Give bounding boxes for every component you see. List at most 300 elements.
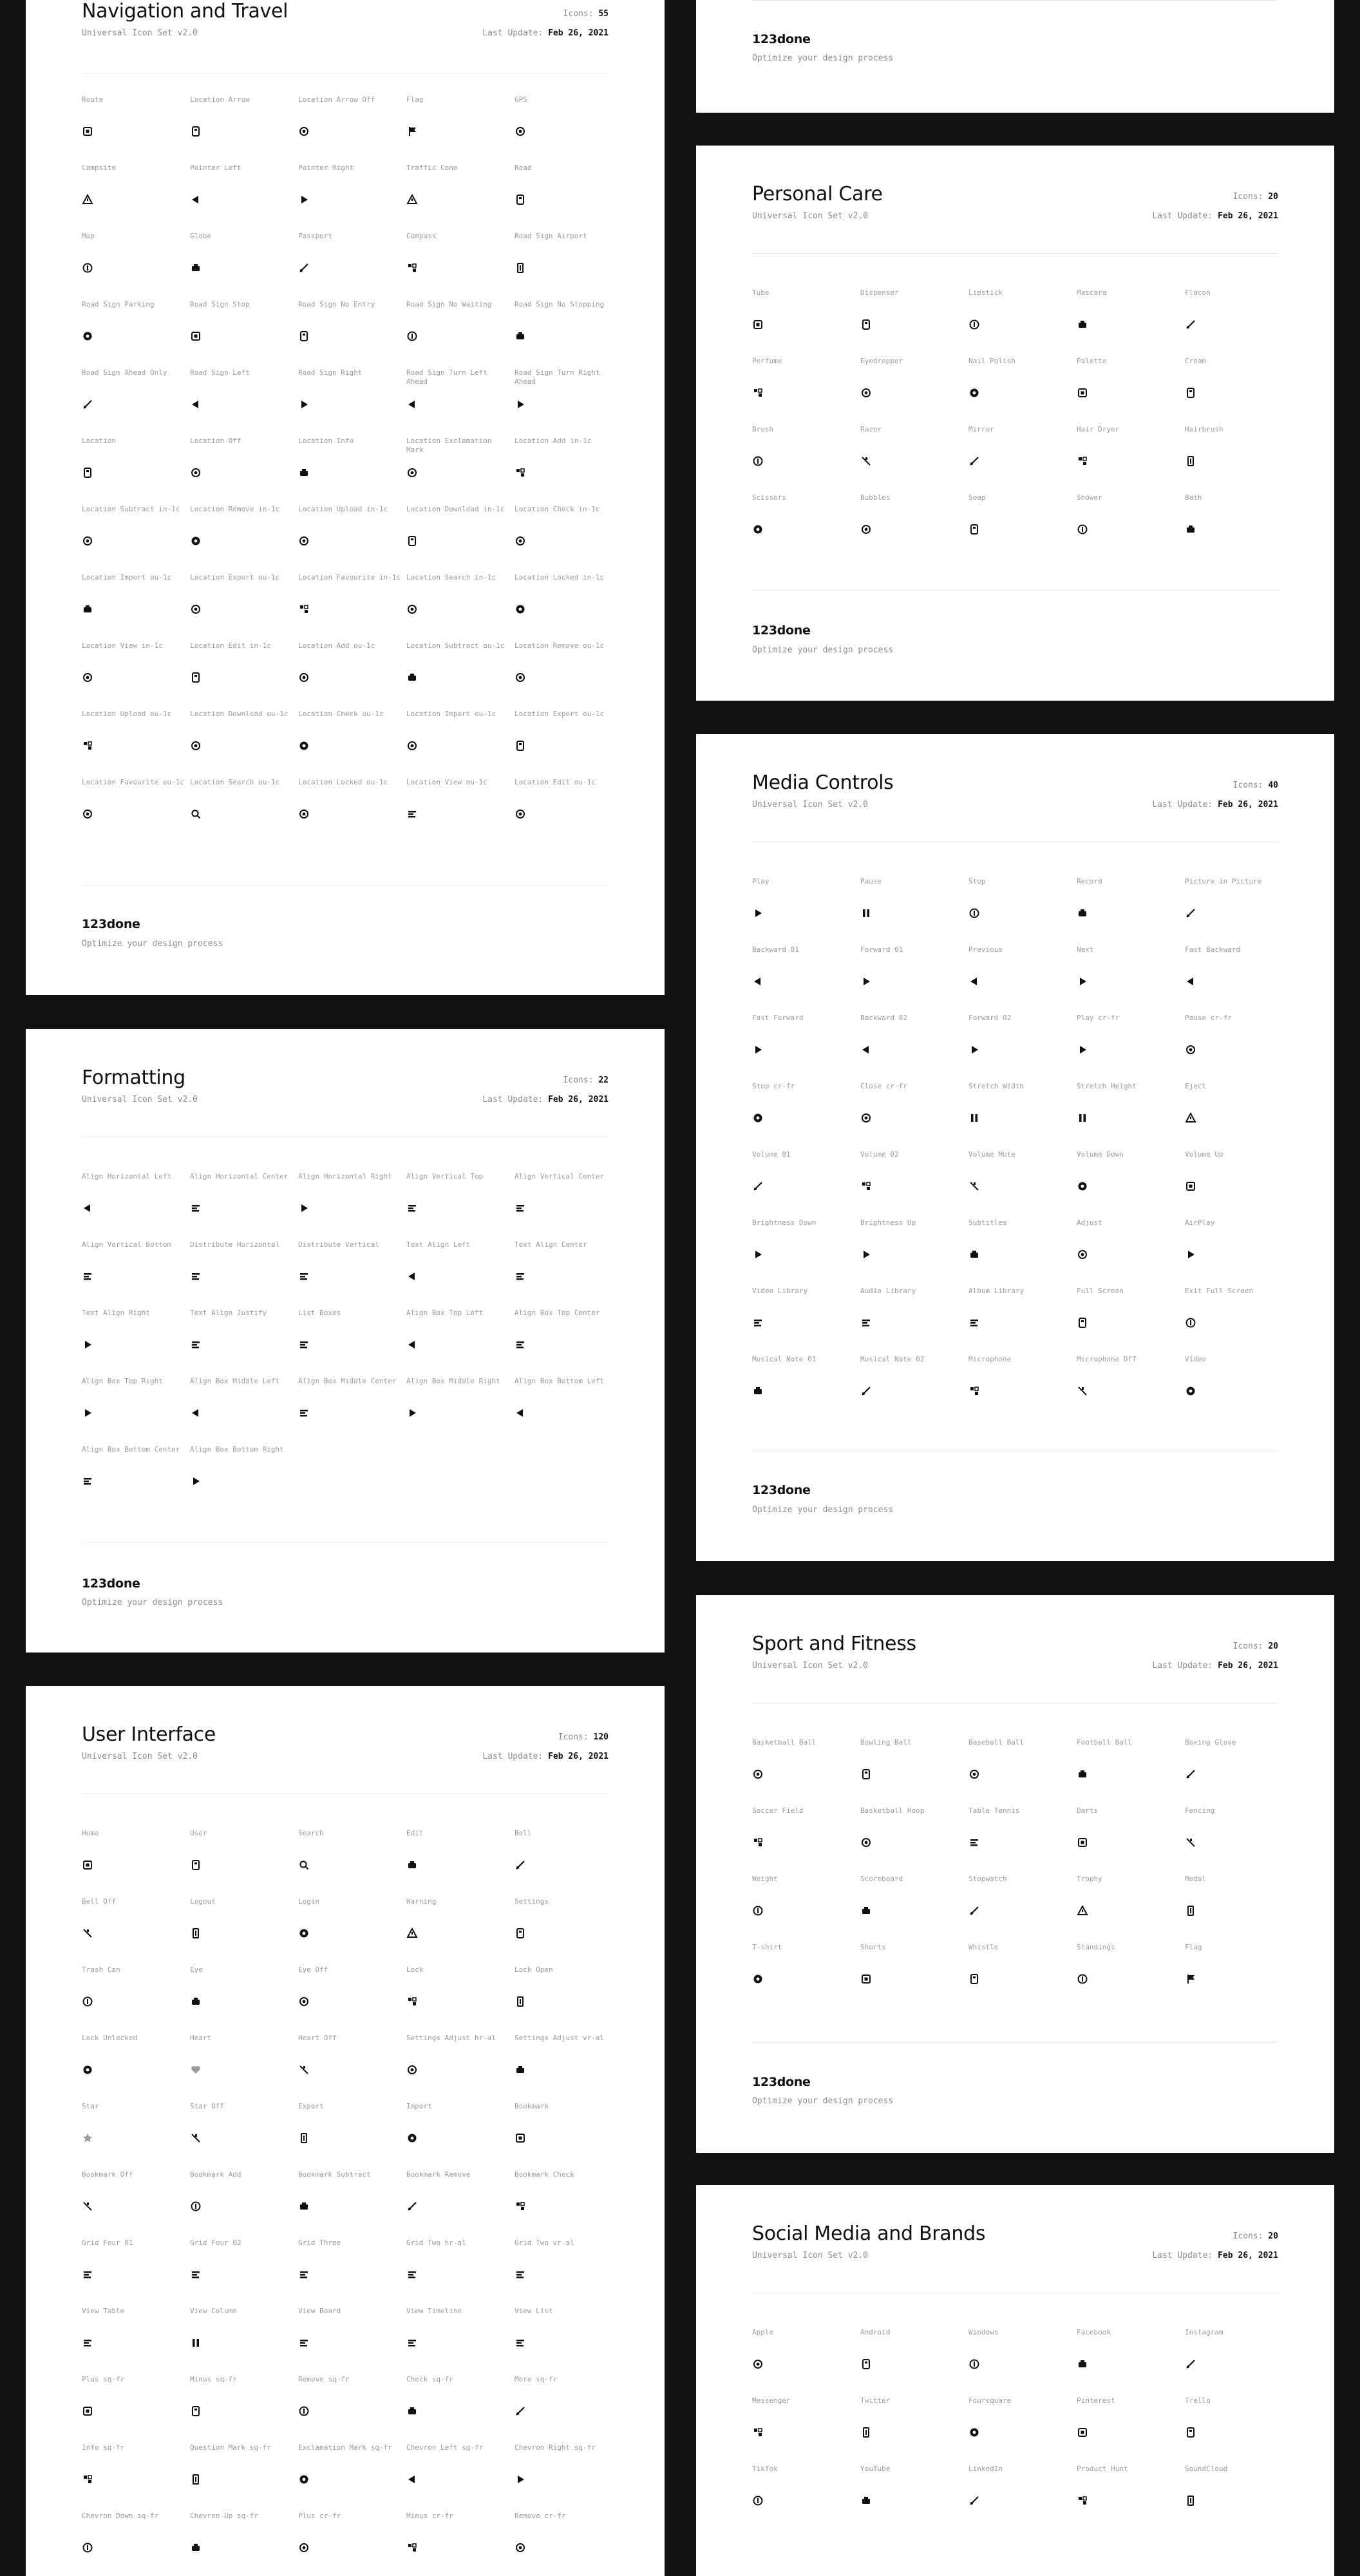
icon-tile[interactable] <box>1185 2328 1293 2395</box>
icon-tile[interactable] <box>515 2307 623 2374</box>
icon-tile[interactable] <box>406 1377 515 1444</box>
icon-tile[interactable] <box>298 710 406 777</box>
icon-tile[interactable] <box>968 1875 1077 1942</box>
bowling-ball-icon <box>860 1768 872 1780</box>
icon-tile[interactable] <box>752 1218 860 1285</box>
icon-tile[interactable] <box>190 164 298 231</box>
icon-tile[interactable] <box>860 425 968 492</box>
icon-tile[interactable] <box>515 1172 623 1239</box>
icon-tile[interactable] <box>1185 877 1293 944</box>
icon-label: Full Screen <box>1077 1287 1124 1295</box>
icon-tile[interactable] <box>1077 289 1185 355</box>
icon-tile[interactable] <box>752 1150 860 1217</box>
icon-label: Chevron Down sq-fr <box>82 2512 159 2520</box>
icon-count <box>1233 2231 1278 2241</box>
icon-tile[interactable] <box>190 1309 298 1376</box>
icon-tile[interactable] <box>752 1355 860 1422</box>
icon-count-value: 20 <box>1268 1642 1278 1651</box>
icon-tile[interactable] <box>406 2307 515 2374</box>
icon-tile[interactable] <box>752 2465 860 2532</box>
icon-tile[interactable] <box>968 1738 1077 1805</box>
icon-tile[interactable] <box>1185 1806 1293 1873</box>
icon-tile[interactable] <box>860 2465 968 2532</box>
icon-tile[interactable] <box>82 573 190 640</box>
soundcloud-icon <box>1185 2495 1196 2506</box>
icon-tile[interactable] <box>82 1172 190 1239</box>
icon-tile[interactable] <box>860 1287 968 1354</box>
icon-tile[interactable] <box>406 95 515 162</box>
icon-tile[interactable] <box>968 1943 1077 2010</box>
icon-tile[interactable] <box>515 300 623 367</box>
icon-tile[interactable] <box>406 164 515 231</box>
home-icon <box>82 1859 93 1871</box>
icon-tile[interactable] <box>515 641 623 708</box>
messenger-icon <box>752 2427 764 2438</box>
icon-tile[interactable] <box>298 164 406 231</box>
icon-label: Location Upload in-1c <box>298 505 388 513</box>
card-header <box>752 772 1278 817</box>
icon-tile[interactable] <box>298 1240 406 1307</box>
icon-tile[interactable] <box>406 2512 515 2576</box>
icon-tile[interactable] <box>752 1082 860 1149</box>
icon-tile[interactable] <box>968 1150 1077 1217</box>
icon-tile[interactable] <box>298 505 406 572</box>
icon-tile[interactable] <box>190 2239 298 2306</box>
icon-tile[interactable] <box>406 1240 515 1307</box>
icon-tile[interactable] <box>82 1240 190 1307</box>
icon-tile[interactable] <box>190 1445 298 1512</box>
icon-label: Exit Full Screen <box>1185 1287 1253 1295</box>
icon-tile[interactable] <box>515 2239 623 2306</box>
icon-tile[interactable] <box>298 1897 406 1964</box>
icon-label: Grid Four 02 <box>190 2239 241 2247</box>
icon-tile[interactable] <box>298 232 406 299</box>
icon-label: Brightness Down <box>752 1218 817 1227</box>
icon-tile[interactable] <box>860 357 968 424</box>
icon-tile[interactable] <box>752 425 860 492</box>
icon-label: Stopwatch <box>968 1875 1007 1883</box>
icon-tile[interactable] <box>1185 1943 1293 2010</box>
icon-tile[interactable] <box>406 1829 515 1896</box>
icon-label: Flag <box>1185 1943 1202 1951</box>
location-check-ou-icon <box>298 740 310 752</box>
icon-label: Close cr-fr <box>860 1082 907 1090</box>
icon-tile[interactable] <box>515 164 623 231</box>
bookmark-off-icon <box>82 2201 93 2212</box>
icon-label: T-shirt <box>752 1943 782 1951</box>
icon-tile[interactable] <box>1077 2396 1185 2463</box>
icon-tile[interactable] <box>190 232 298 299</box>
play-circle-icon <box>1077 1044 1088 1056</box>
icon-tile[interactable] <box>968 2465 1077 2532</box>
icon-tile[interactable] <box>515 1309 623 1376</box>
location-off-icon <box>190 467 202 478</box>
icon-tile[interactable] <box>1077 1287 1185 1354</box>
icon-tile[interactable] <box>190 1240 298 1307</box>
icon-tile[interactable] <box>298 1829 406 1896</box>
icon-tile[interactable] <box>190 1897 298 1964</box>
icon-tile[interactable] <box>406 710 515 777</box>
icon-tile[interactable] <box>82 232 190 299</box>
brand-logo: 123done <box>752 32 811 46</box>
icon-tile[interactable] <box>968 1218 1077 1285</box>
icon-tile[interactable] <box>406 778 515 845</box>
icon-tile[interactable] <box>1185 1875 1293 1942</box>
icon-tile[interactable] <box>1077 425 1185 492</box>
icon-tile[interactable] <box>82 2443 190 2510</box>
icon-tile[interactable] <box>860 1355 968 1422</box>
icon-tile[interactable] <box>298 1965 406 2032</box>
icon-tile[interactable] <box>1077 1875 1185 1942</box>
icon-tile[interactable] <box>406 1172 515 1239</box>
icon-tile[interactable] <box>406 505 515 572</box>
icon-tile[interactable] <box>190 641 298 708</box>
icon-tile[interactable] <box>968 945 1077 1012</box>
icon-tile[interactable] <box>82 1965 190 2032</box>
palette-icon <box>1077 387 1088 399</box>
icon-tile[interactable] <box>298 1377 406 1444</box>
icon-tile[interactable] <box>752 357 860 424</box>
icon-tile[interactable] <box>860 2396 968 2463</box>
icon-tile[interactable] <box>860 1738 968 1805</box>
icon-tile[interactable] <box>82 164 190 231</box>
close-circle-icon <box>860 1112 872 1124</box>
icon-tile[interactable] <box>1077 1150 1185 1217</box>
icon-tile[interactable] <box>1185 289 1293 355</box>
icon-tile[interactable] <box>860 1875 968 1942</box>
icon-tile[interactable] <box>190 1377 298 1444</box>
icon-tile[interactable] <box>190 710 298 777</box>
icon-tile[interactable] <box>515 2512 623 2576</box>
icon-tile[interactable] <box>1185 493 1293 560</box>
icon-tile[interactable] <box>190 368 298 435</box>
brightness-up-icon <box>860 1249 872 1260</box>
icon-tile[interactable] <box>968 2396 1077 2463</box>
icon-tile[interactable] <box>190 437 298 504</box>
icon-tile[interactable] <box>752 945 860 1012</box>
card-subtitle: Universal Icon Set v2.0 <box>752 2251 869 2260</box>
icon-tile[interactable] <box>406 2239 515 2306</box>
icon-tile[interactable] <box>82 300 190 367</box>
icon-tile[interactable] <box>860 1150 968 1217</box>
icon-tile[interactable] <box>190 300 298 367</box>
icon-tile[interactable] <box>190 573 298 640</box>
brush-icon <box>752 455 764 467</box>
icon-tile[interactable] <box>82 1377 190 1444</box>
icon-tile[interactable] <box>968 1014 1077 1081</box>
icon-tile[interactable] <box>1185 1014 1293 1081</box>
icon-tile[interactable] <box>860 1014 968 1081</box>
icon-tile[interactable] <box>298 2375 406 2442</box>
icon-tile[interactable] <box>860 1082 968 1149</box>
icon-tile[interactable] <box>1185 945 1293 1012</box>
icon-label: GPS <box>515 95 527 104</box>
icon-tile[interactable] <box>82 2375 190 2442</box>
road-sign-no-entry-icon <box>298 330 310 342</box>
icon-label: User <box>190 1829 207 1837</box>
icon-tile[interactable] <box>1077 2328 1185 2395</box>
icon-tile[interactable] <box>190 1829 298 1896</box>
icon-tile[interactable] <box>82 1309 190 1376</box>
icon-tile[interactable] <box>406 1965 515 2032</box>
distribute-vertical-icon <box>298 1271 310 1282</box>
icon-tile[interactable] <box>406 437 515 504</box>
icon-tile[interactable] <box>968 425 1077 492</box>
icon-tile[interactable] <box>515 2034 623 2101</box>
icon-tile[interactable] <box>1185 1082 1293 1149</box>
icon-tile[interactable] <box>515 1377 623 1444</box>
icon-tile[interactable] <box>298 1172 406 1239</box>
icon-tile[interactable] <box>968 289 1077 355</box>
icon-tile[interactable] <box>860 1806 968 1873</box>
icon-tile[interactable] <box>752 493 860 560</box>
icon-tile[interactable] <box>298 778 406 845</box>
icon-tile[interactable] <box>1077 1355 1185 1422</box>
icon-tile[interactable] <box>752 289 860 355</box>
icon-tile[interactable] <box>82 2512 190 2576</box>
icon-tile[interactable] <box>298 2170 406 2237</box>
icon-label: Location Subtract in-1c <box>82 505 180 513</box>
volume-02-icon <box>860 1180 872 1192</box>
icon-tile[interactable] <box>515 95 623 162</box>
icon-tile[interactable] <box>82 778 190 845</box>
icon-tile[interactable] <box>298 1309 406 1376</box>
icon-tile[interactable] <box>190 95 298 162</box>
icon-tile[interactable] <box>82 2170 190 2237</box>
icon-tile[interactable] <box>190 2034 298 2101</box>
icon-tile[interactable] <box>515 505 623 572</box>
icon-tile[interactable] <box>406 300 515 367</box>
volume-up-icon <box>1185 1180 1196 1192</box>
icon-tile[interactable] <box>968 877 1077 944</box>
icon-tile[interactable] <box>968 357 1077 424</box>
icon-tile[interactable] <box>82 710 190 777</box>
icon-tile[interactable] <box>515 1897 623 1964</box>
icon-tile[interactable] <box>752 1943 860 2010</box>
icon-tile[interactable] <box>298 437 406 504</box>
icon-tile[interactable] <box>515 2443 623 2510</box>
icon-tile[interactable] <box>515 2102 623 2169</box>
icon-tile[interactable] <box>298 300 406 367</box>
icon-label: Location Upload ou-1c <box>82 710 172 718</box>
icon-tile[interactable] <box>752 1287 860 1354</box>
icon-tile[interactable] <box>1077 877 1185 944</box>
icon-tile[interactable] <box>1077 1014 1185 1081</box>
location-check-icon <box>515 535 526 547</box>
icon-tile[interactable] <box>82 2239 190 2306</box>
icon-label: Hairbrush <box>1185 425 1223 433</box>
youtube-icon <box>860 2495 872 2506</box>
icon-count <box>1233 1642 1278 1651</box>
icon-label: Location Favourite in-1c <box>298 573 401 582</box>
icon-tile[interactable] <box>190 2170 298 2237</box>
icon-tile[interactable] <box>515 1240 623 1307</box>
icon-tile[interactable] <box>406 573 515 640</box>
icon-label: Grid Two hr-al <box>406 2239 466 2247</box>
icon-label: Location Info <box>298 437 354 445</box>
text-align-left-icon <box>406 1271 418 1282</box>
icon-tile[interactable] <box>860 877 968 944</box>
eye-icon <box>190 1996 202 2007</box>
brand-logo: 123done <box>752 2075 811 2089</box>
icon-tile[interactable] <box>515 2375 623 2442</box>
icon-tile[interactable] <box>860 1218 968 1285</box>
icon-tile[interactable] <box>298 2443 406 2510</box>
icon-tile[interactable] <box>1185 2396 1293 2463</box>
icon-tile[interactable] <box>515 573 623 640</box>
icon-tile[interactable] <box>406 2170 515 2237</box>
icon-tile[interactable] <box>515 437 623 504</box>
icon-label: Bookmark <box>515 2102 549 2110</box>
icon-tile[interactable] <box>860 1943 968 2010</box>
icon-tile[interactable] <box>1077 2465 1185 2532</box>
card-header <box>82 1723 609 1768</box>
icon-tile[interactable] <box>190 778 298 845</box>
icon-tile[interactable] <box>298 573 406 640</box>
icon-tile[interactable] <box>298 95 406 162</box>
icon-tile[interactable] <box>515 778 623 845</box>
icon-tile[interactable] <box>1185 1355 1293 1422</box>
icon-tile[interactable] <box>1077 357 1185 424</box>
icon-tile[interactable] <box>1185 1150 1293 1217</box>
icon-tile[interactable] <box>190 2307 298 2374</box>
icon-tile[interactable] <box>515 2170 623 2237</box>
icon-label: Scissors <box>752 493 786 502</box>
icon-tile[interactable] <box>298 2034 406 2101</box>
icon-label: Road Sign Stop <box>190 300 250 308</box>
location-download-icon <box>406 535 418 547</box>
icon-tile[interactable] <box>968 2328 1077 2395</box>
icon-label: Facebook <box>1077 2328 1111 2336</box>
icon-tile[interactable] <box>1185 425 1293 492</box>
card-title: Personal Care <box>752 183 883 205</box>
icon-tile[interactable] <box>82 95 190 162</box>
icon-label: Play cr-fr <box>1077 1014 1120 1022</box>
icon-tile[interactable] <box>406 1309 515 1376</box>
icon-tile[interactable] <box>298 2512 406 2576</box>
icon-tile[interactable] <box>1077 1943 1185 2010</box>
icon-tile[interactable] <box>752 2396 860 2463</box>
icon-tile[interactable] <box>968 1287 1077 1354</box>
icon-tile[interactable] <box>1077 1806 1185 1873</box>
icon-count-label: Icons: <box>563 1075 594 1085</box>
icon-tile[interactable] <box>515 232 623 299</box>
icon-tile[interactable] <box>406 2102 515 2169</box>
icon-tile[interactable] <box>82 437 190 504</box>
bookmark-check-icon <box>515 2201 526 2212</box>
icon-tile[interactable] <box>968 493 1077 560</box>
icon-tile[interactable] <box>1185 1287 1293 1354</box>
icon-tile[interactable] <box>968 1806 1077 1873</box>
icon-label: Compass <box>406 232 437 240</box>
icon-tile[interactable] <box>298 2239 406 2306</box>
road-sign-no-stopping-icon <box>515 330 526 342</box>
icon-tile[interactable] <box>82 368 190 435</box>
icon-tile[interactable] <box>82 1445 190 1512</box>
icon-tile[interactable] <box>82 1829 190 1896</box>
icon-tile[interactable] <box>82 641 190 708</box>
icon-label: Location Locked ou-1c <box>298 778 388 786</box>
icon-tile[interactable] <box>752 1014 860 1081</box>
star-icon <box>82 2132 93 2144</box>
icon-tile[interactable] <box>406 2375 515 2442</box>
icon-tile[interactable] <box>1077 945 1185 1012</box>
icon-tile[interactable] <box>752 1806 860 1873</box>
icon-tile[interactable] <box>860 493 968 560</box>
icon-tile[interactable] <box>860 2328 968 2395</box>
location-locked-icon <box>515 603 526 615</box>
icon-tile[interactable] <box>190 1965 298 2032</box>
icon-tile[interactable] <box>190 2443 298 2510</box>
icon-tile[interactable] <box>406 1897 515 1964</box>
icon-tile[interactable] <box>860 289 968 355</box>
icon-tile[interactable] <box>752 2328 860 2395</box>
align-vertical-bottom-icon <box>82 1271 93 1282</box>
icon-tile[interactable] <box>1185 357 1293 424</box>
soap-icon <box>968 524 980 535</box>
icon-tile[interactable] <box>1077 1738 1185 1805</box>
icon-tile[interactable] <box>190 1172 298 1239</box>
brand-tagline: Optimize your design process <box>752 53 894 63</box>
icon-tile[interactable] <box>515 1829 623 1896</box>
icon-tile[interactable] <box>968 1355 1077 1422</box>
icon-label: Weight <box>752 1875 778 1883</box>
icon-tile[interactable] <box>82 1897 190 1964</box>
icon-tile[interactable] <box>406 232 515 299</box>
icon-tile[interactable] <box>298 368 406 435</box>
icon-tile[interactable] <box>190 2512 298 2576</box>
album-library-icon <box>968 1317 980 1329</box>
icon-tile[interactable] <box>298 2102 406 2169</box>
icon-tile[interactable] <box>515 368 623 435</box>
icon-tile[interactable] <box>1185 1738 1293 1805</box>
icon-tile[interactable] <box>406 2443 515 2510</box>
icon-tile[interactable] <box>190 505 298 572</box>
icon-tile[interactable] <box>515 710 623 777</box>
icon-tile[interactable] <box>298 2307 406 2374</box>
icon-label: Razor <box>860 425 882 433</box>
icon-tile[interactable] <box>82 2102 190 2169</box>
icon-tile[interactable] <box>406 368 515 435</box>
icon-tile[interactable] <box>968 1082 1077 1149</box>
icon-tile[interactable] <box>190 2375 298 2442</box>
icon-tile[interactable] <box>190 2102 298 2169</box>
icon-tile[interactable] <box>82 2034 190 2101</box>
icon-tile[interactable] <box>515 1965 623 2032</box>
icon-tile[interactable] <box>1185 1218 1293 1285</box>
scissors-icon <box>752 524 764 535</box>
icon-tile[interactable] <box>406 641 515 708</box>
icon-tile[interactable] <box>1185 2465 1293 2532</box>
icon-label: Export <box>298 2102 324 2110</box>
flag-icon <box>1185 1973 1196 1985</box>
icon-tile[interactable] <box>752 1875 860 1942</box>
icon-tile[interactable] <box>752 1738 860 1805</box>
icon-label: SoundCloud <box>1185 2465 1228 2473</box>
lock-icon <box>406 1996 418 2007</box>
icon-tile[interactable] <box>406 2034 515 2101</box>
icon-tile[interactable] <box>298 641 406 708</box>
icon-tile[interactable] <box>82 505 190 572</box>
last-update-label: Last Update: <box>1152 2251 1213 2260</box>
icon-tile[interactable] <box>1077 1082 1185 1149</box>
icon-tile[interactable] <box>860 945 968 1012</box>
icon-tile[interactable] <box>82 2307 190 2374</box>
icon-tile[interactable] <box>752 877 860 944</box>
icon-tile[interactable] <box>1077 493 1185 560</box>
icon-tile[interactable] <box>1077 1218 1185 1285</box>
icon-label: Location Add ou-1c <box>298 641 375 650</box>
